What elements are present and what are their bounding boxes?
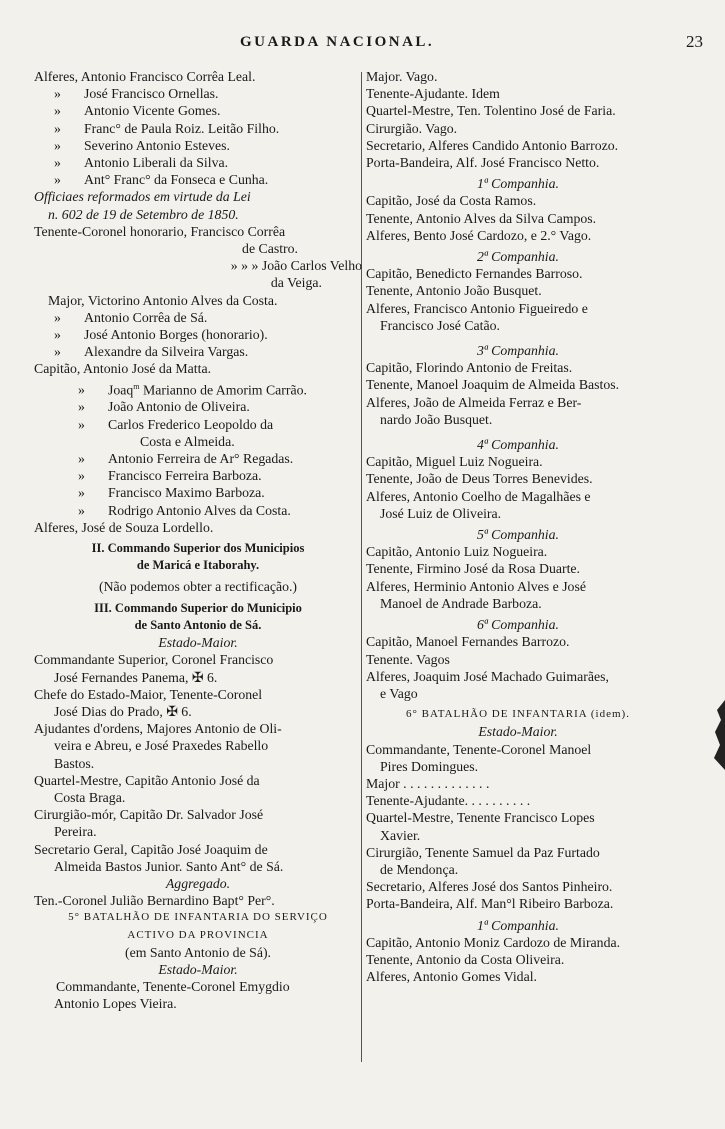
entry: » Rodrigo Antonio Alves da Costa. — [78, 502, 291, 518]
entry: Quartel-Mestre, Capitão Antonio José da — [34, 772, 260, 788]
entry: Tenente-Coronel honorario, Francisco Corrêa — [34, 223, 286, 239]
entry: Capitão, Miguel Luiz Nogueira. — [366, 454, 543, 470]
entry: Tenente, Firmino José da Rosa Duarte. — [366, 561, 580, 577]
company-heading: 3ª Companhia. — [477, 343, 559, 359]
entry: Pereira. — [54, 824, 97, 840]
entry: » José Francisco Ornellas. — [54, 86, 219, 102]
entry: de Castro. — [242, 241, 298, 257]
entry: » José Antonio Borges (honorario). — [54, 327, 268, 343]
section-heading: 5° BATALHÃO DE INFANTARIA DO SERVIÇO — [68, 911, 328, 924]
entry: Alferes, Bento José Cardozo, e 2.° Vago. — [366, 227, 592, 243]
entry: Alferes, Herminio Antonio Alves e José — [366, 578, 586, 594]
entry: José Fernandes Panema, ✠ 6. — [54, 669, 218, 685]
entry: Costa Braga. — [54, 789, 126, 805]
entry: » Francisco Maximo Barboza. — [78, 485, 265, 501]
running-title: GUARDA NACIONAL. — [240, 34, 435, 50]
entry: Alferes, Francisco Antonio Figueiredo e — [366, 300, 588, 316]
entry: » Carlos Frederico Leopoldo da — [78, 416, 274, 432]
entry: nardo João Busquet. — [380, 411, 493, 427]
subsection-heading: Estado-Maior. — [158, 961, 238, 977]
entry: » Francisco Ferreira Barboza. — [78, 468, 262, 484]
entry: Alferes, José de Souza Lordello. — [34, 519, 214, 535]
entry: Porta-Bandeira, Alf. José Francisco Netto. — [366, 155, 600, 171]
entry: Alferes, Antonio Coelho de Magalhães e — [366, 488, 591, 504]
entry: Pires Domingues. — [380, 758, 479, 774]
entry: Tenente, Antonio Alves da Silva Campos. — [366, 210, 597, 226]
entry: Alferes, Antonio Francisco Corrêa Leal. — [34, 69, 256, 84]
entry: José Luiz de Oliveira. — [380, 505, 502, 521]
entry: Quartel-Mestre, Ten. Tolentino José de Faria. — [366, 103, 616, 119]
entry: Capitão, Benedicto Fernandes Barroso. — [366, 266, 583, 282]
subsection-heading: Estado-Maior. — [158, 635, 238, 651]
entry: » » » João Carlos Velho — [230, 258, 362, 274]
entry: Alferes, Antonio Gomes Vidal. — [366, 969, 537, 985]
company-heading: 1ª Companhia. — [477, 917, 559, 933]
entry: Major, Victorino Antonio Alves da Costa. — [48, 292, 278, 308]
entry: Tenente, Manoel Joaquim de Almeida Bastos. — [366, 377, 620, 393]
entry: » Ant° Franc° da Fonseca e Cunha. — [54, 172, 269, 188]
entry: Cirurgião. Vago. — [366, 120, 458, 136]
entry: Capitão, Antonio Luiz Nogueira. — [366, 544, 548, 560]
page-header — [0, 34, 725, 56]
entry: Capitão, Florindo Antonio de Freitas. — [366, 360, 573, 376]
entry: Tenente, Antonio João Busquet. — [366, 283, 542, 299]
company-heading: 1ª Companhia. — [477, 176, 559, 192]
entry: » Antonio Corrêa de Sá. — [54, 309, 208, 325]
entry: Capitão, Antonio Moniz Cardozo de Miranda. — [366, 934, 621, 950]
entry: Tenente, Antonio da Costa Oliveira. — [366, 951, 565, 967]
entry: Capitão, José da Costa Ramos. — [366, 193, 537, 209]
entry: Francisco José Catão. — [380, 317, 500, 333]
entry: Chefe do Estado-Maior, Tenente-Coronel — [34, 686, 263, 702]
right-column — [366, 68, 670, 985]
entry: Capitão, Antonio José da Matta. — [34, 361, 212, 377]
section-heading: II. Commando Superior dos Municipios — [91, 541, 305, 556]
entry: Cirurgião, Tenente Samuel da Paz Furtado — [366, 844, 600, 860]
company-heading: 2ª Companhia. — [477, 249, 559, 265]
entry: Alferes, Joaquim José Machado Guimarães, — [366, 668, 609, 684]
section-heading: de Maricá e Itaborahy. — [136, 558, 260, 573]
entry: Tenente-Ajudante. . . . . . . . . . — [366, 793, 531, 809]
entry: » João Antonio de Oliveira. — [78, 399, 250, 415]
entry: Almeida Bastos Junior. Santo Ant° de Sá. — [54, 858, 284, 874]
entry: » Severino Antonio Esteves. — [54, 137, 230, 153]
entry: Secretario, Alferes Candido Antonio Barrozo. — [366, 137, 619, 153]
entry: de Mendonça. — [380, 861, 459, 877]
entry: da Veiga. — [270, 275, 322, 291]
entry: veira e Abreu, e José Praxedes Rabello — [54, 738, 269, 754]
entry: Commandante Superior, Coronel Francisco — [34, 652, 274, 668]
entry: e Vago — [380, 685, 418, 701]
binding-edge-mark — [705, 700, 725, 770]
entry: Tenente-Ajudante. Idem — [366, 86, 500, 102]
section-heading: ACTIVO DA PROVINCIA — [127, 928, 269, 941]
entry: Commandante, Tenente-Coronel Manoel — [366, 741, 592, 757]
entry: » Franc° de Paula Roiz. Leitão Filho. — [54, 120, 280, 136]
section-note: n. 602 de 19 de Setembro de 1850. — [48, 206, 239, 222]
left-column — [34, 68, 362, 1013]
entry: Secretario Geral, Capitão José Joaquim de — [34, 841, 268, 857]
entry: Ajudantes d'ordens, Majores Antonio de Oli- — [34, 721, 282, 737]
section-heading: 6° BATALHÃO DE INFANTARIA (idem). — [406, 708, 630, 721]
entry: Manoel de Andrade Barboza. — [380, 595, 542, 611]
entry: Quartel-Mestre, Tenente Francisco Lopes — [366, 810, 595, 826]
entry: Secretario, Alferes José dos Santos Pinheiro. — [366, 879, 613, 895]
company-heading: 4ª Companhia. — [477, 437, 559, 453]
subsection-heading: Estado-Maior. — [478, 724, 558, 740]
entry: Antonio Lopes Vieira. — [54, 996, 177, 1012]
section-heading: de Santo Antonio de Sá. — [134, 617, 262, 632]
entry: » Joaq$^m$ Marianno de Amorim Carrão. — [78, 381, 307, 398]
entry: Cirurgião-mór, Capitão Dr. Salvador José — [34, 807, 264, 823]
section-note: (em Santo Antonio de Sá). — [125, 944, 271, 960]
entry: » Antonio Liberali da Silva. — [54, 155, 229, 171]
entry: Porta-Bandeira, Alf. Man°l Ribeiro Barboza. — [366, 896, 614, 912]
entry: » Alexandre da Silveira Vargas. — [54, 344, 249, 360]
entry: Major. Vago. — [366, 69, 438, 84]
page-number: 23 — [686, 32, 703, 51]
entry: Bastos. — [54, 755, 95, 771]
company-heading: 5ª Companhia. — [477, 527, 559, 543]
entry: » Antonio Vicente Gomes. — [54, 103, 221, 119]
entry: » Antonio Ferreira de Ar° Regadas. — [78, 451, 294, 467]
section-note: (Não podemos obter a rectificação.) — [98, 579, 298, 595]
entry: Commandante, Tenente-Coronel Emygdio — [56, 979, 290, 995]
entry: Alferes, João de Almeida Ferraz e Ber- — [366, 394, 582, 410]
section-heading: III. Commando Superior do Municipio — [94, 600, 302, 615]
section-note: Officiaes reformados em virtude da Lei — [34, 189, 251, 205]
entry: Capitão, Manoel Fernandes Barrozo. — [366, 634, 570, 650]
entry: José Dias do Prado, ✠ 6. — [54, 703, 192, 719]
entry: Tenente. Vagos — [366, 651, 450, 667]
company-heading: 6ª Companhia. — [477, 617, 559, 633]
entry: Tenente, João de Deus Torres Benevides. — [366, 471, 593, 487]
entry: Major . . . . . . . . . . . . . — [366, 775, 490, 791]
entry: Ten.-Coronel Julião Bernardino Bapt° Per°. — [34, 893, 275, 909]
entry: Xavier. — [380, 827, 421, 843]
entry: Costa e Almeida. — [140, 433, 235, 449]
subsection-heading: Aggregado. — [165, 875, 231, 891]
